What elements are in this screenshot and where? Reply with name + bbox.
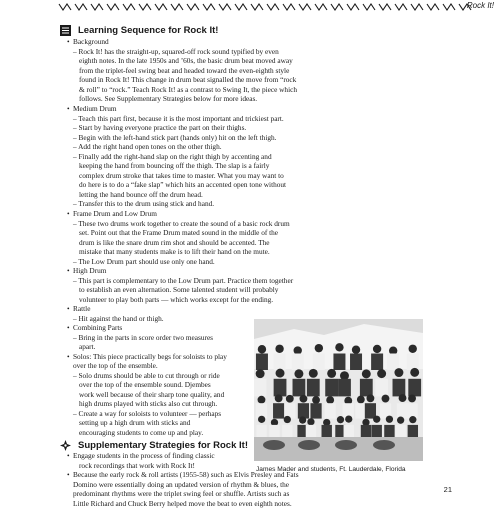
text-line: – Finally add the right-hand slap on the right thigh by accenting and [73,152,272,162]
text-line: – The Low Drum part should use only one hand. [73,257,215,267]
bullet-medium-drum: • Medium Drum [73,104,117,114]
group-photo [254,319,423,461]
text-line: – Hit against the hand or thigh. [73,314,164,324]
text-line: eighth notes. In the late 1950s and ’60s, the basic drum beat moved away [79,56,293,66]
running-head: Rock It! [467,1,494,10]
text-line: & roll” to “rock.” Teach Rock It! as a contrast to Swing It, the piece which [79,85,297,95]
text-line: letting the hand bounce off the drum head. [79,190,203,200]
text-line: Little Richard and Chuck Berry helped move the beat to even eighth notes. [73,499,292,508]
bullet-high-drum: • High Drum [73,266,106,276]
text-line: do here is to do a “fake slap” which hits an accented open tone without [79,180,286,190]
text-line: setting up a high drum with sticks and [79,418,190,428]
text-line: over the top of the ensemble sound. Djembes [79,380,211,390]
bullet-frame-low-drum: • Frame Drum and Low Drum [73,209,157,219]
text-line: Domino were essentially doing an updated version of rhythm & blues, the [73,480,289,490]
photo-caption: James Mader and students, Ft. Lauderdale, Florida [256,466,406,473]
bullet-solos: • Solos: This piece practically begs for soloists to play [73,352,227,362]
decorative-pattern-icon [57,2,472,12]
text-line: volunteer to play both parts — which works except for the ending. [79,295,273,305]
text-line: over the top of the ensemble. [73,361,158,371]
text-line: rock recordings that work with Rock It! [79,461,195,471]
bullet-background: • Background [73,37,109,47]
bullet-combining-parts: • Combining Parts [73,323,122,333]
text-line: encouraging students to come up and play. [79,428,203,438]
text-line: drum is like the snare drum rim shot and should be accented. The [79,238,270,248]
text-line: apart. [79,342,95,352]
bullet-early-rock: • Because the early rock & roll artists (1955-58) such as Elvis Presley and Fats [73,470,299,480]
text-line: – Solo drums should be able to cut through or ride [73,371,220,381]
text-line: complex drum stroke that takes time to master. What you may want to [79,171,284,181]
header-strip [57,0,500,14]
section-heading-learning-text: Learning Sequence for Rock It! [78,25,218,36]
text-line: – Start by having everyone practice the part on their thighs. [73,123,246,133]
text-line: to establish an even alternation. Some talented student will probably [79,285,278,295]
text-line: – Rock It! has the straight-up, squared-off rock sound typified by even [73,47,279,57]
section-heading-learning [60,25,218,36]
text-line: work well because of their sharp tone quality, and [79,390,224,400]
section-heading-supplementary-text: Supplementary Strategies for Rock It! [78,440,248,451]
page-number: 21 [444,485,452,494]
text-line: – Transfer this to the drum using stick and hand. [73,199,214,209]
text-line: predominant rhythms were the triplet swing feel or shuffle. Artists such as [73,489,289,499]
text-line: high drums played with sticks also cut through. [79,399,217,409]
section-heading-supplementary [60,440,248,451]
bullet-engage: • Engage students in the process of finding classic [73,451,215,461]
text-line: found in Rock It! This change in drum beat signalled the move from “rock [79,75,296,85]
text-line: – Create a way for soloists to volunteer — perhaps [73,409,221,419]
text-line: mistake that many students make is to lift their hand on the mute. [79,247,270,257]
bullet-rattle: • Rattle [73,304,90,314]
text-line: – Teach this part first, because it is the most important and trickiest part. [73,114,284,124]
text-line: – Begin with the left-hand stick part (hands only) hit on the left thigh. [73,133,276,143]
text-line: – This part is complementary to the Low Drum part. Practice them together [73,276,293,286]
text-line: follows. See Supplementary Strategies below for more ideas. [79,94,257,104]
drum-glyph-icon [60,25,71,36]
text-line: set. Point out that the Frame Drum mated sound in the middle of the [79,228,278,238]
text-line: keeping the hand from bouncing off the thigh. The slap is a fairly [79,161,269,171]
text-line: – Bring in the parts in score order two measures [73,333,213,343]
cd-sparkle-icon [60,440,71,451]
text-line: from the triplet-feel swing beat and headed toward the even-eighth style [79,66,289,76]
text-line: – These two drums work together to create the sound of a basic rock drum [73,219,290,229]
text-line: – Add the right hand open tones on the other thigh. [73,142,222,152]
